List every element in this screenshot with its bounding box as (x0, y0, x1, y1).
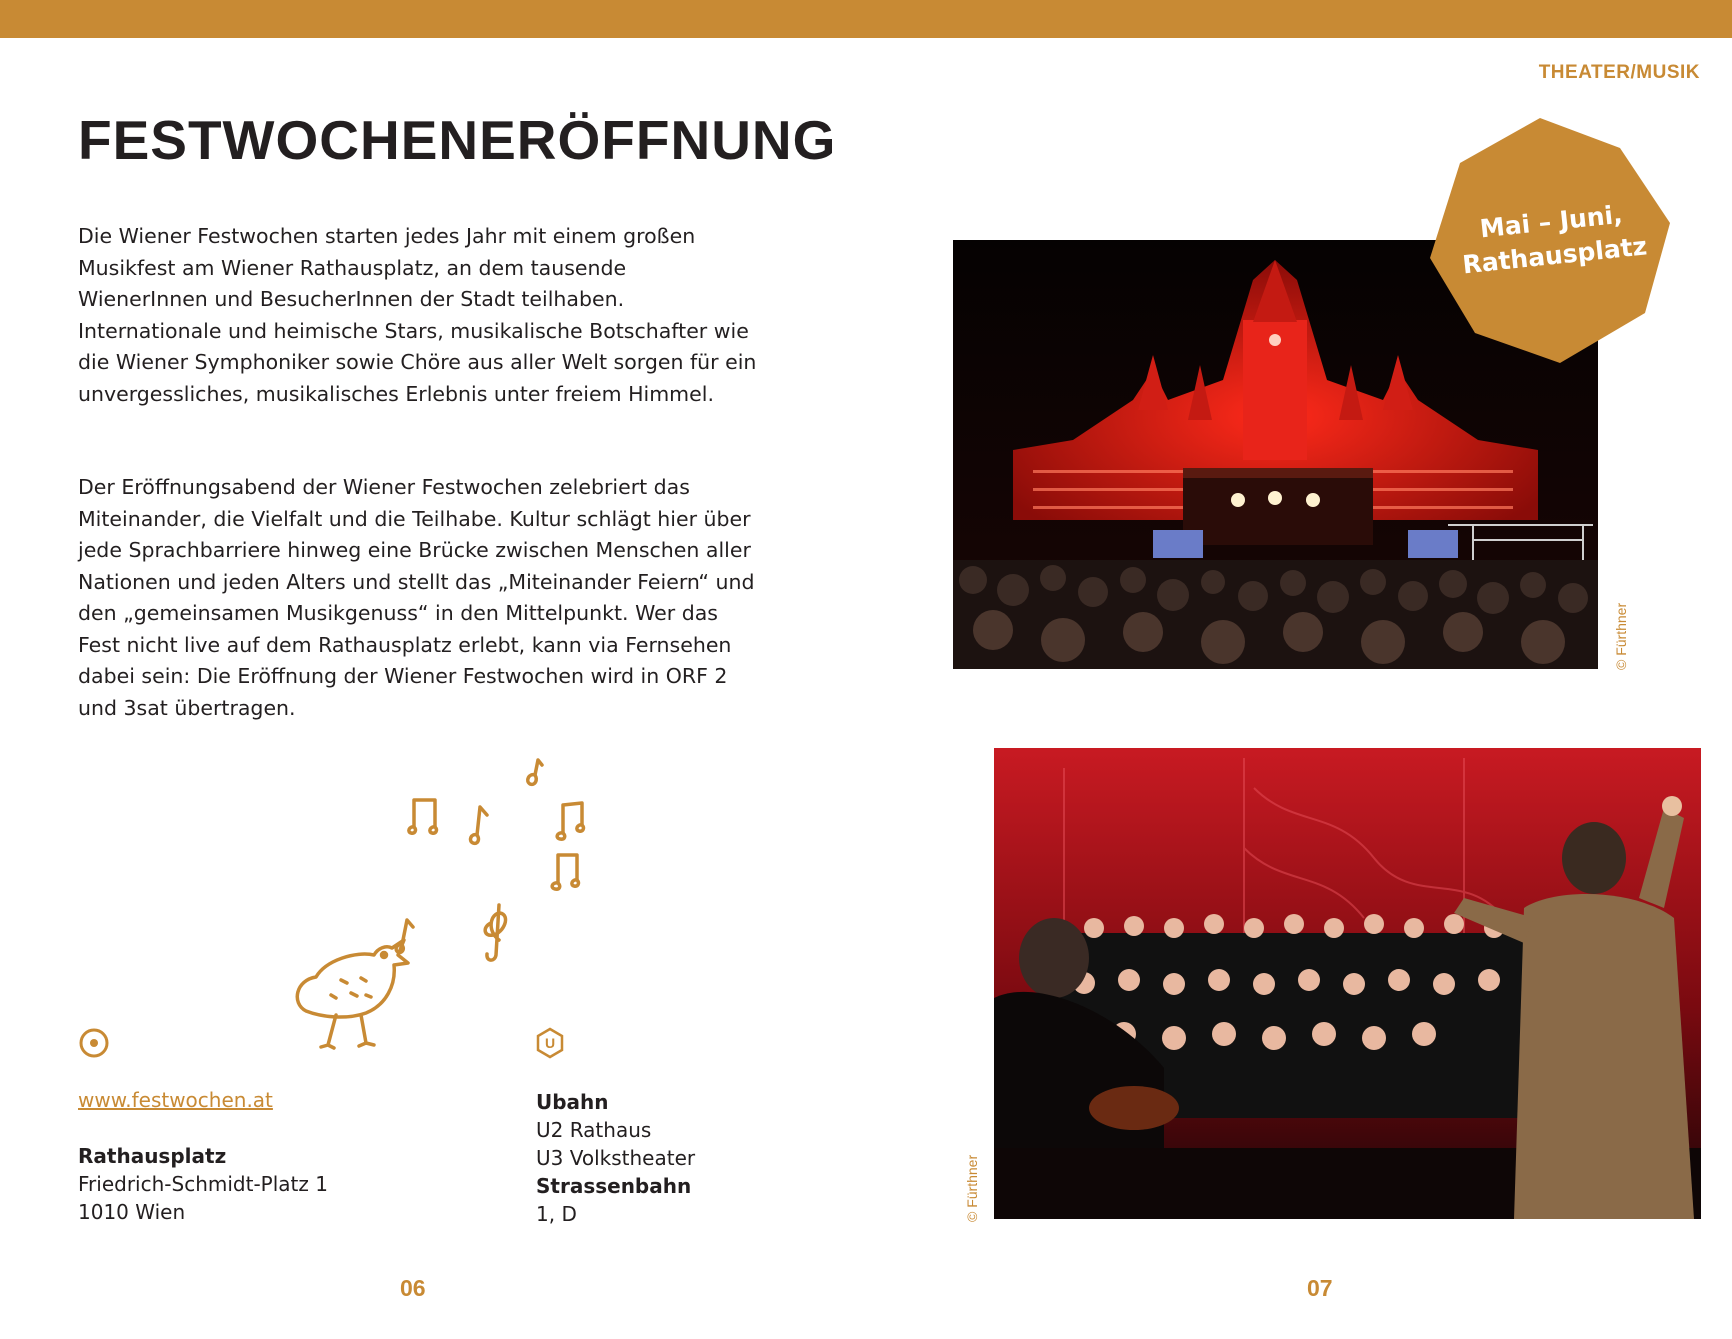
ubahn-line-1: U2 Rathaus (536, 1118, 652, 1142)
page-title: FESTWOCHENERÖFFNUNG (78, 109, 837, 171)
page-number-left: 06 (400, 1275, 426, 1301)
ubahn-icon (534, 1027, 566, 1059)
ubahn-line-2: U3 Volkstheater (536, 1146, 696, 1170)
location-target-icon (78, 1027, 110, 1059)
photo-credit-2: © Fürthner (964, 1154, 980, 1222)
transit-info (536, 1088, 695, 1228)
ubahn-icon-letter: U (544, 1035, 556, 1051)
website-link[interactable]: www.festwochen.at (78, 1088, 273, 1112)
page-number-right: 07 (1307, 1275, 1333, 1301)
venue-address (78, 1142, 328, 1226)
tram-lines: 1, D (536, 1202, 577, 1226)
concert-choir-photo-image (994, 748, 1701, 1219)
badge-location: Rathausplatz (1461, 231, 1649, 280)
intro-paragraph: Die Wiener Festwochen starten jedes Jahr mit einem großen Musikfest am Wiener Rathausplatz, an dem tausende WienerInnen und BesucherInnen der Stadt teilhaben. Internationale und heimische Stars, musikalische Botschafter wie die Wiener Symphoniker sowie Chöre aus aller Welt sorgen für ein unvergessliches, musikalisches Erlebnis unter freiem Himmel. (78, 224, 757, 406)
concert-choir-photo (994, 748, 1701, 1219)
venue-name: Rathausplatz (78, 1144, 227, 1168)
venue-city: 1010 Wien (78, 1200, 186, 1224)
top-accent-bar (0, 0, 1732, 38)
ubahn-label: Ubahn (536, 1090, 609, 1114)
venue-street: Friedrich-Schmidt-Platz 1 (78, 1172, 328, 1196)
photo-credit-1: © Fürthner (1613, 602, 1629, 670)
detail-paragraph: Der Eröffnungsabend der Wiener Festwochen zelebriert das Miteinander, die Vielfalt und die Teilhabe. Kultur schlägt hier über jede Sprachbarriere hinweg eine Brücke zwischen Menschen aller Nationen und jeden Alters und stellt das „Miteinander Feiern“ und den „gemeinsamen Musikgenuss“ in den Mittelpunkt. Wer das Fest nicht live auf dem Rathausplatz erlebt, kann via Fernsehen dabei sein: Die Eröffnung der Wiener Festwochen wird in ORF 2 und 3sat übertragen. (78, 475, 755, 720)
badge-date: Mai – Juni, (1478, 199, 1624, 244)
tram-label: Strassenbahn (536, 1174, 692, 1198)
section-category: THEATER/MUSIK (1538, 62, 1700, 83)
